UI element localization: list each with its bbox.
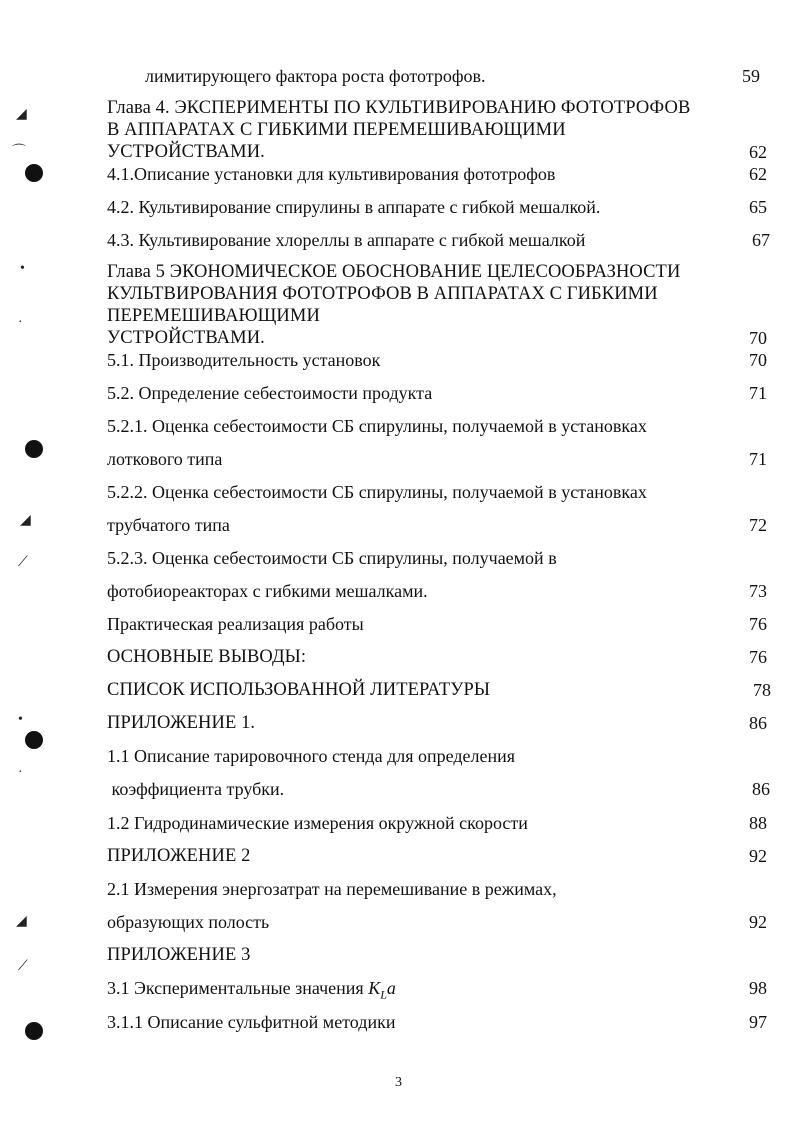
toc-entry-text: 4.2. Культивирование спирулины в аппарате с гибкой мешалкой. — [107, 197, 601, 217]
toc-page-number: 62 — [749, 164, 767, 184]
scan-mark: · — [18, 765, 23, 780]
toc-page-number: 70 — [749, 350, 767, 370]
toc-entry-text: ПРИЛОЖЕНИЕ 1. — [107, 713, 256, 733]
toc-page-number: 76 — [749, 614, 767, 634]
toc-entry-label: 3.1 Экспериментальные значения — [107, 978, 369, 998]
chapter-heading-line: Глава 5 ЭКОНОМИЧЕСКОЕ ОБОСНОВАНИЕ ЦЕЛЕСООБРАЗНОСТИ — [107, 262, 681, 282]
toc-entry-text: 5.1. Производительность установок — [107, 350, 381, 370]
toc-page-number: 92 — [749, 912, 767, 932]
toc-entry-text: 5.2.2. Оценка себестоимости СБ спирулины, получаемой в установках — [107, 482, 647, 502]
binder-hole — [25, 440, 43, 458]
chapter-heading-line: КУЛЬТВИРОВАНИЯ ФОТОТРОФОВ В АППАРАТАХ С ГИБКИМИ — [107, 284, 658, 304]
toc-entry-text: 5.2. Определение себестоимости продукта — [107, 383, 433, 403]
toc-page-number: 72 — [749, 515, 767, 535]
scan-mark: ⌒ — [12, 145, 26, 160]
toc-entry-text: 2.1 Измерения энергозатрат на перемешивание в режимах, — [107, 879, 557, 899]
chapter-heading-line: УСТРОЙСТВАМИ. — [107, 328, 265, 348]
chapter-heading-line: В АППАРАТАХ С ГИБКИМИ ПЕРЕМЕШИВАЮЩИМИ — [107, 120, 566, 140]
toc-entry-text: образующих полость — [107, 912, 270, 932]
toc-entry-text — [107, 978, 396, 1005]
toc-page-number: 71 — [749, 449, 767, 469]
toc-entry-text: трубчатого типа — [107, 515, 230, 535]
toc-page-number: 65 — [749, 197, 767, 217]
toc-entry-text: коэффициента трубки. — [107, 779, 285, 799]
toc-entry-text: 4.1.Описание установки для культивирования фототрофов — [107, 164, 556, 184]
scan-mark: ◢ — [16, 914, 27, 929]
toc-entry-text: СПИСОК ИСПОЛЬЗОВАННОЙ ЛИТЕРАТУРЫ — [107, 680, 491, 700]
toc-page-number: 78 — [753, 680, 771, 700]
toc-entry-text: Практическая реализация работы — [107, 614, 364, 634]
toc-page-number: 67 — [752, 230, 770, 250]
chapter-heading-line: Глава 4. ЭКСПЕРИМЕНТЫ ПО КУЛЬТИВИРОВАНИЮ ФОТОТРОФОВ — [107, 98, 691, 118]
toc-entry-text: лимитирующего фактора роста фототрофов. — [145, 66, 486, 86]
toc-entry-text: 3.1.1 Описание сульфитной методики — [107, 1012, 396, 1032]
kla-symbol: $K_La$ — [368, 978, 396, 1002]
scan-mark: ⟋ — [18, 555, 28, 570]
scan-mark: • — [20, 261, 25, 276]
toc-entry-text: ПРИЛОЖЕНИЕ 3 — [107, 945, 251, 965]
scan-mark: ⟋ — [18, 959, 28, 974]
binder-hole — [25, 731, 43, 749]
toc-page-number: 76 — [749, 647, 767, 667]
toc-entry-text: ОСНОВНЫЕ ВЫВОДЫ: — [107, 647, 307, 667]
toc-page-number: 92 — [749, 846, 767, 866]
scan-mark: • — [18, 712, 23, 727]
toc-entry-text: фотобиореакторах с гибкими мешалками. — [107, 581, 428, 601]
toc-page-number: 71 — [749, 383, 767, 403]
toc-page-number: 86 — [749, 713, 767, 733]
toc-entry-text: 5.2.3. Оценка себестоимости СБ спирулины, получаемой в — [107, 548, 557, 568]
chapter-heading-line: ПЕРЕМЕШИВАЮЩИМИ — [107, 306, 320, 326]
toc-entry-text: ПРИЛОЖЕНИЕ 2 — [107, 846, 251, 866]
toc-page-number: 86 — [752, 779, 770, 799]
toc-entry-text: 5.2.1. Оценка себестоимости СБ спирулины, получаемой в установках — [107, 416, 647, 436]
scan-mark: · — [18, 315, 23, 330]
scan-mark: ◢ — [16, 107, 27, 122]
toc-page-number: 97 — [749, 1012, 767, 1032]
toc-page-number: 73 — [749, 581, 767, 601]
toc-page-number: 62 — [749, 142, 767, 162]
scan-mark: ◢ — [20, 513, 31, 528]
toc-entry-text: 4.3. Культивирование хлореллы в аппарате с гибкой мешалкой — [107, 230, 586, 250]
toc-entry-text: 1.2 Гидродинамические измерения окружной скорости — [107, 813, 528, 833]
toc-page-number: 98 — [749, 978, 767, 998]
toc-page-number: 59 — [742, 66, 760, 86]
chapter-heading-line: УСТРОЙСТВАМИ. — [107, 142, 265, 162]
toc-entry-text: лоткового типа — [107, 449, 223, 469]
binder-hole — [25, 164, 43, 182]
toc-entry-text: 1.1 Описание тарировочного стенда для определения — [107, 746, 516, 766]
page-number: 3 — [395, 1075, 402, 1090]
toc-page-number: 88 — [749, 813, 767, 833]
toc-page-number: 70 — [749, 328, 767, 348]
binder-hole — [25, 1022, 43, 1040]
